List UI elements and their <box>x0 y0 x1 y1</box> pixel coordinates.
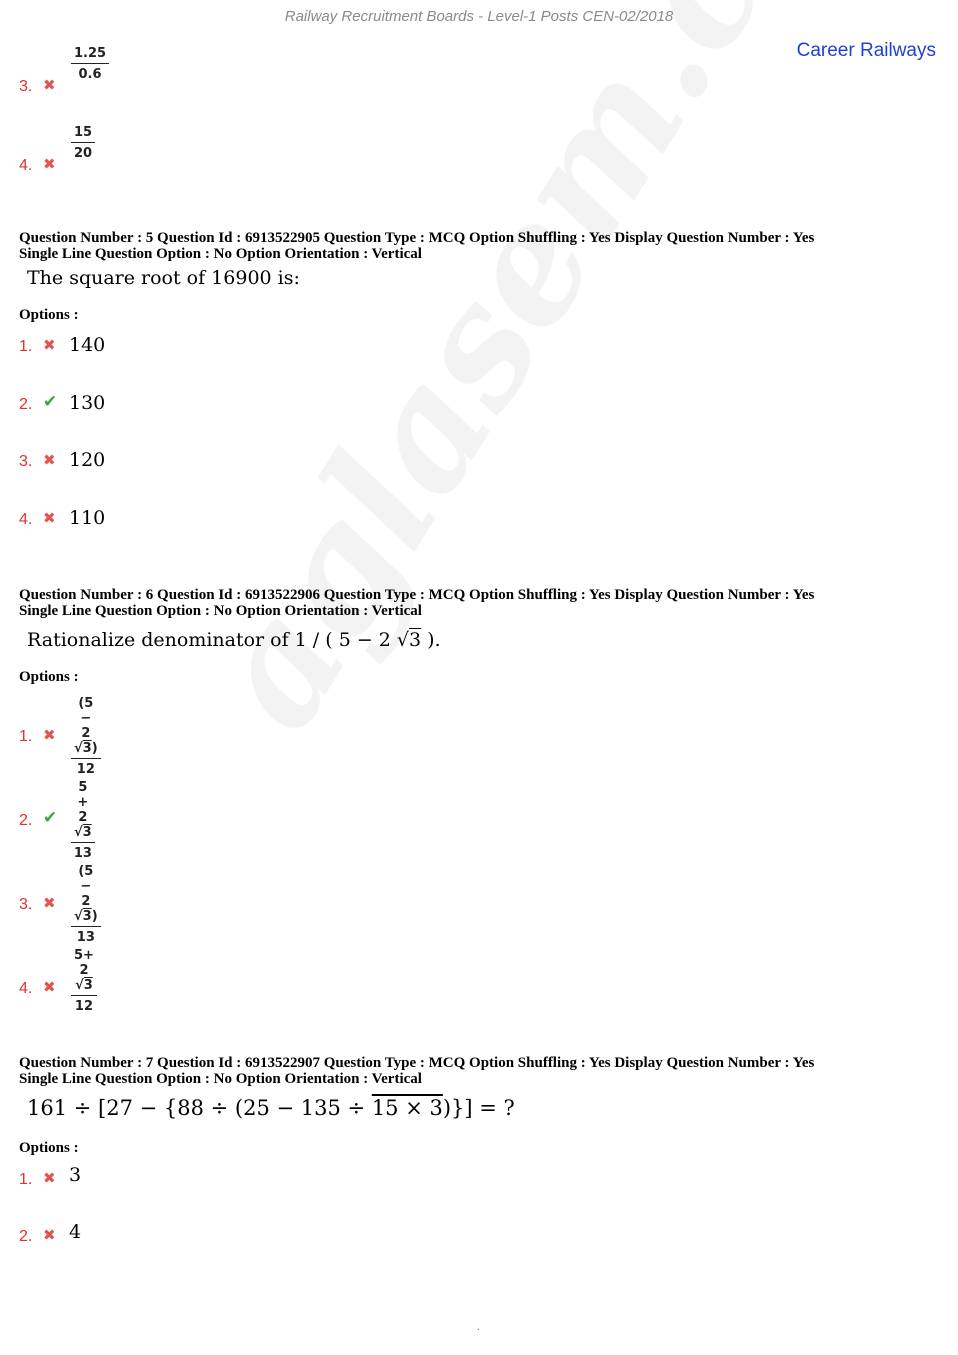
numerator: 15 <box>71 125 95 143</box>
question-meta-line: Single Line Question Option : No Option Orientation : Vertical <box>19 1071 422 1087</box>
question-text-part: Rationalize denominator of 1 / ( 5 − 2 √ <box>27 629 410 651</box>
question-meta <box>19 587 939 619</box>
numerator-part: ) <box>91 741 98 756</box>
fraction <box>71 46 109 82</box>
question-meta-line: Single Line Question Option : No Option Orientation : Vertical <box>19 246 422 262</box>
denominator: 20 <box>74 146 93 161</box>
question-meta-line: Question Number : 5 Question Id : 6913522905 Question Type : MCQ Option Shuffling : Yes Display Question Number : Yes <box>19 230 815 246</box>
question-text-part: ). <box>421 629 441 651</box>
fraction <box>71 780 95 861</box>
page-header-title: Railway Recruitment Boards - Level-1 Posts CEN-02/2018 <box>284 8 674 25</box>
cross-icon: ✖ <box>43 1226 56 1244</box>
radicand: 3 <box>82 741 92 756</box>
question-text <box>27 629 441 651</box>
question-meta-line: Single Line Question Option : No Option Orientation : Vertical <box>19 603 422 619</box>
question-meta <box>19 1055 939 1087</box>
cross-icon: ✖ <box>43 155 56 173</box>
denominator: 13 <box>73 846 92 861</box>
options-label: Options : <box>19 669 79 685</box>
fraction <box>71 864 101 945</box>
question-meta-line: Question Number : 7 Question Id : 6913522907 Question Type : MCQ Option Shuffling : Yes Display Question Number : Yes <box>19 1055 815 1071</box>
option-number: 2. <box>19 1228 33 1245</box>
question-text: The square root of 16900 is: <box>27 267 300 289</box>
cross-icon: ✖ <box>43 1169 56 1187</box>
numerator <box>71 780 95 843</box>
cross-icon: ✖ <box>43 451 56 469</box>
option-number: 2. <box>19 396 33 413</box>
option-number: 3. <box>19 896 33 913</box>
radicand: 3 <box>82 825 92 840</box>
cross-icon: ✖ <box>43 76 56 94</box>
cross-icon: ✖ <box>43 336 56 354</box>
radicand: 3 <box>83 978 93 993</box>
fraction <box>71 948 97 1014</box>
option-value: 4 <box>69 1221 82 1243</box>
numerator <box>71 696 101 759</box>
option-value: 130 <box>69 392 106 414</box>
brand-name: Career Railways <box>796 40 936 61</box>
cross-icon: ✖ <box>43 726 56 744</box>
check-icon: ✔ <box>43 808 58 828</box>
question-text-part: 161 ÷ [27 − {88 ÷ (25 − 135 ÷ <box>27 1096 372 1120</box>
fraction <box>71 125 95 161</box>
numerator-part: 5 + 2 √ <box>74 780 89 840</box>
option-number: 1. <box>19 1171 33 1188</box>
option-value: 140 <box>69 334 106 356</box>
question-text <box>27 1096 515 1120</box>
fraction <box>71 696 101 777</box>
denominator: 12 <box>74 999 94 1014</box>
option-value: 120 <box>69 449 106 471</box>
question-meta <box>19 230 939 262</box>
vinculum-term: 15 × 3 <box>371 1096 443 1120</box>
option-number: 3. <box>19 78 33 95</box>
numerator: 1.25 <box>71 46 109 64</box>
question-text-part: )}] = ? <box>442 1096 515 1120</box>
numerator-part: ) <box>91 909 98 924</box>
check-icon: ✔ <box>43 392 58 412</box>
options-label: Options : <box>19 1140 79 1156</box>
cross-icon: ✖ <box>43 978 56 996</box>
option-number: 4. <box>19 511 33 528</box>
option-value: 3 <box>69 1164 82 1186</box>
radicand: 3 <box>409 629 422 651</box>
radicand: 3 <box>82 909 92 924</box>
option-number: 4. <box>19 980 33 997</box>
page-footer-dot: . <box>477 1322 480 1333</box>
numerator <box>71 864 101 927</box>
option-number: 1. <box>19 728 33 745</box>
denominator: 13 <box>76 930 95 945</box>
option-number: 4. <box>19 157 33 174</box>
numerator-part: 5+ 2 √ <box>74 948 94 993</box>
option-number: 3. <box>19 453 33 470</box>
numerator-part: (5 − 2 √ <box>74 864 94 924</box>
cross-icon: ✖ <box>43 894 56 912</box>
option-number: 1. <box>19 338 33 355</box>
option-number: 2. <box>19 812 33 829</box>
numerator-part: (5 − 2 √ <box>74 696 94 756</box>
options-label: Options : <box>19 307 79 323</box>
denominator: 12 <box>76 762 95 777</box>
question-meta-line: Question Number : 6 Question Id : 6913522906 Question Type : MCQ Option Shuffling : Yes Display Question Number : Yes <box>19 587 815 603</box>
option-value: 110 <box>69 507 106 529</box>
numerator <box>71 948 97 996</box>
cross-icon: ✖ <box>43 509 56 527</box>
denominator: 0.6 <box>78 67 102 82</box>
